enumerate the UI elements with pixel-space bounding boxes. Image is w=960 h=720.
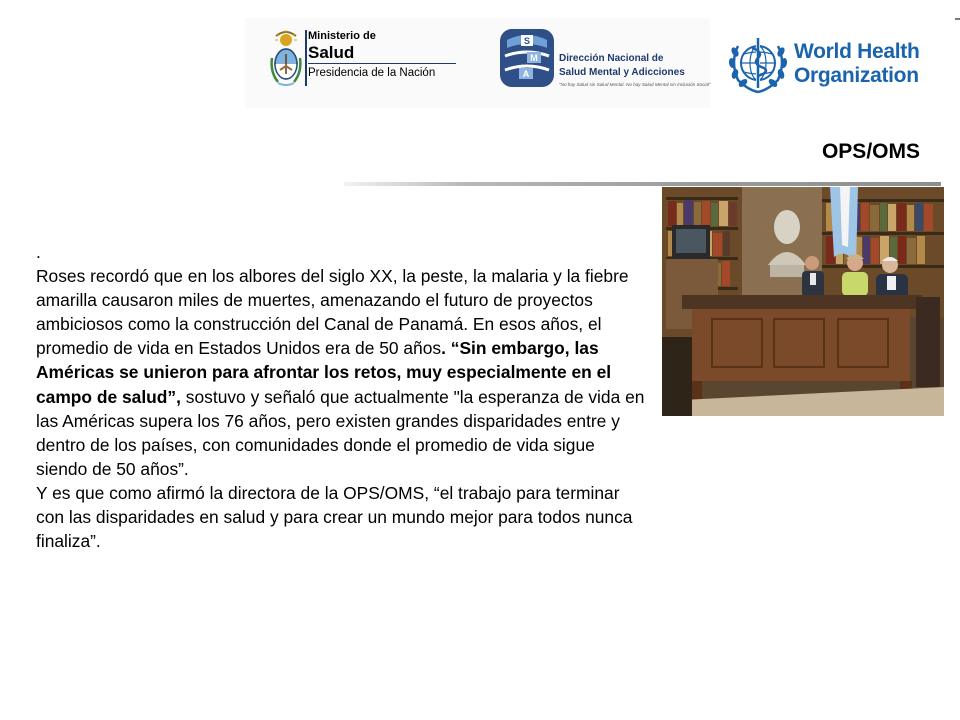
paragraph-1-part-c: sostuvo y señaló que actualmente "la esperanza de vida en las Américas supera los 76 años, pero existen grandes disparidades entre y dentro de los países, con comunidades donde el promedio de vida sigue siendo de 50 años”. [36, 386, 645, 479]
paragraph-1-part-a: Roses recordó que en los albores del siglo XX, la peste, la malaria y la fiebre amarilla causaron miles de muertes, amenazando el futuro de proyectos ambiciosos como la construcción del Canal de Panamá. En esos años, el promedio de vida en Estados Unidos era de 50 años [36, 266, 629, 359]
sma-letter-a: A [522, 69, 530, 79]
paragraph-1 [36, 264, 650, 481]
ministerio-salud-logo [268, 28, 458, 90]
direccion-line1: Dirección Nacional de [559, 53, 664, 64]
paragraph-1-quote: . “Sin embargo, las Américas se unieron para afrontar los retos, muy especialmente en el campo de salud”, [36, 338, 612, 407]
direccion-salud-mental-logo [497, 26, 711, 92]
sma-letter-s: S [523, 36, 531, 46]
ministerio-label: Ministerio de [308, 30, 376, 42]
conference-panel-photo [662, 187, 944, 416]
corner-mark [955, 18, 960, 20]
sma-mark-icon [497, 26, 557, 92]
title-divider [344, 182, 941, 186]
who-logo [726, 30, 931, 96]
sma-letter-m: M [530, 53, 538, 63]
who-line1: World Health [794, 40, 920, 63]
direccion-tagline: "No hay Salud sin Salud Mental. No hay Salud Mental sin Inclusión Social" [559, 82, 711, 87]
presidencia-label: Presidencia de la Nación [308, 63, 456, 81]
section-title: OPS/OMS [821, 140, 920, 163]
paragraph-2: Y es que como afirmó la directora de la OPS/OMS, “el trabajo para terminar con las disparidades en salud y para crear un mundo mejor para todos nunca finaliza”. [36, 482, 633, 552]
who-emblem-icon [726, 30, 790, 96]
who-line2: Organization [794, 64, 919, 87]
argentina-coat-of-arms-icon [268, 28, 304, 90]
direccion-line2: Salud Mental y Adicciones [559, 67, 685, 78]
lead-dot: . [36, 242, 41, 262]
ministerio-divider [305, 30, 307, 86]
salud-label: Salud [308, 43, 355, 62]
article-body [36, 240, 650, 553]
